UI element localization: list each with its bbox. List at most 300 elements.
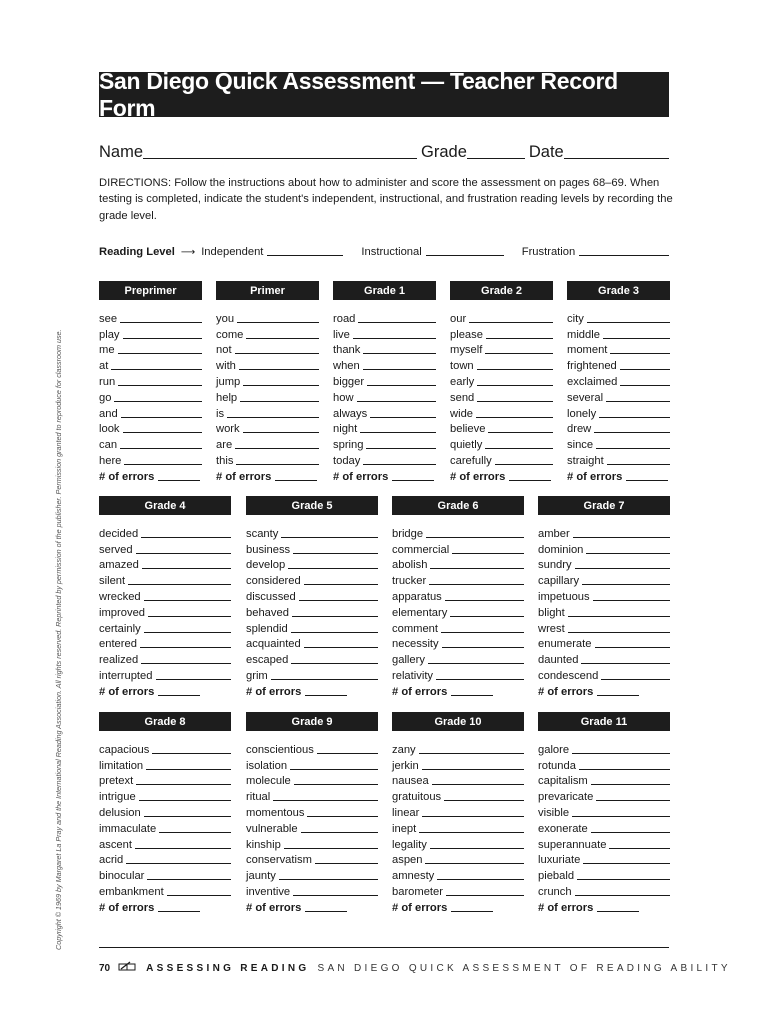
- word-answer-line[interactable]: [599, 408, 670, 418]
- word-answer-line[interactable]: [237, 313, 319, 323]
- grade-header: Grade 6: [392, 496, 524, 515]
- word-answer-line[interactable]: [239, 360, 319, 370]
- word-answer-line[interactable]: [581, 654, 670, 664]
- word-answer-line[interactable]: [315, 854, 378, 864]
- word-label: inept: [392, 822, 417, 835]
- word-answer-line[interactable]: [425, 854, 524, 864]
- word-answer-line[interactable]: [609, 839, 670, 849]
- word-answer-line[interactable]: [419, 744, 524, 754]
- word-row: [538, 803, 670, 819]
- word-answer-line[interactable]: [363, 455, 436, 465]
- word-answer-line[interactable]: [422, 807, 524, 817]
- word-answer-line[interactable]: [118, 344, 202, 354]
- word-label: trucker: [392, 575, 427, 588]
- word-answer-line[interactable]: [123, 329, 202, 339]
- word-answer-line[interactable]: [358, 313, 436, 323]
- word-answer-line[interactable]: [124, 455, 202, 465]
- grade-label: Grade: [421, 143, 467, 161]
- word-label: gratuitous: [392, 791, 442, 804]
- word-row: [450, 372, 553, 388]
- errors-row: [246, 898, 378, 914]
- word-row: [392, 571, 524, 587]
- word-row: [538, 540, 670, 556]
- word-answer-line[interactable]: [146, 760, 231, 770]
- word-answer-line[interactable]: [573, 528, 670, 538]
- grade-list-grade-4: [99, 496, 231, 698]
- frustration-field-line[interactable]: [579, 245, 669, 256]
- word-answer-line[interactable]: [568, 623, 670, 633]
- word-label: wide: [450, 407, 474, 420]
- word-row: [246, 540, 378, 556]
- word-row: [99, 435, 202, 451]
- word-label: look: [99, 423, 120, 436]
- word-answer-line[interactable]: [236, 455, 319, 465]
- grade-list-grade-3: [567, 281, 670, 483]
- errors-field-line[interactable]: [597, 902, 639, 912]
- word-answer-line[interactable]: [301, 823, 378, 833]
- word-answer-line[interactable]: [291, 654, 378, 664]
- word-answer-line[interactable]: [120, 313, 202, 323]
- word-answer-line[interactable]: [620, 376, 670, 386]
- word-answer-line[interactable]: [595, 638, 671, 648]
- word-row: [216, 451, 319, 467]
- word-answer-line[interactable]: [293, 544, 378, 554]
- word-label: intrigue: [99, 791, 136, 804]
- word-label: live: [333, 328, 350, 341]
- errors-label: # of errors: [99, 901, 155, 914]
- word-label: exclaimed: [567, 375, 618, 388]
- word-label: since: [567, 439, 594, 452]
- grade-list-grade-2: [450, 281, 553, 483]
- word-label: galore: [538, 743, 570, 756]
- word-label: escaped: [246, 654, 289, 667]
- word-label: interrupted: [99, 669, 153, 682]
- errors-label: # of errors: [333, 470, 389, 483]
- word-answer-line[interactable]: [572, 807, 670, 817]
- word-answer-line[interactable]: [144, 591, 231, 601]
- word-label: conscientious: [246, 743, 314, 756]
- name-field-line[interactable]: [143, 142, 417, 159]
- word-answer-line[interactable]: [114, 392, 202, 402]
- word-row: [99, 851, 231, 867]
- word-answer-line[interactable]: [583, 854, 670, 864]
- word-label: commercial: [392, 543, 450, 556]
- word-answer-line[interactable]: [144, 623, 231, 633]
- word-row: [246, 787, 378, 803]
- word-label: delusion: [99, 806, 141, 819]
- word-label: city: [567, 312, 584, 325]
- word-answer-line[interactable]: [437, 870, 524, 880]
- instructional-label: Instructional: [361, 246, 422, 258]
- word-label: jerkin: [392, 759, 419, 772]
- word-row: [333, 388, 436, 404]
- word-answer-line[interactable]: [290, 760, 378, 770]
- word-row: [392, 619, 524, 635]
- word-answer-line[interactable]: [596, 439, 670, 449]
- word-answer-line[interactable]: [240, 392, 319, 402]
- word-answer-line[interactable]: [366, 439, 436, 449]
- word-answer-line[interactable]: [142, 559, 231, 569]
- grade-header: Grade 10: [392, 712, 524, 731]
- word-row: [246, 882, 378, 898]
- word-label: embankment: [99, 885, 164, 898]
- word-row: [392, 540, 524, 556]
- word-row: [99, 587, 231, 603]
- word-answer-line[interactable]: [606, 392, 670, 402]
- word-answer-line[interactable]: [292, 607, 378, 617]
- errors-label: # of errors: [450, 470, 506, 483]
- word-label: send: [450, 391, 475, 404]
- word-answer-line[interactable]: [360, 423, 436, 433]
- grade-field-line[interactable]: [467, 142, 525, 159]
- word-answer-line[interactable]: [477, 392, 553, 402]
- word-answer-line[interactable]: [486, 329, 553, 339]
- word-row: [216, 404, 319, 420]
- word-label: jaunty: [246, 870, 276, 883]
- word-label: superannuate: [538, 838, 607, 851]
- word-answer-line[interactable]: [243, 376, 319, 386]
- word-answer-line[interactable]: [227, 408, 319, 418]
- word-label: vulnerable: [246, 822, 298, 835]
- errors-field-line[interactable]: [509, 471, 551, 481]
- errors-field-line[interactable]: [626, 471, 668, 481]
- word-answer-line[interactable]: [572, 744, 670, 754]
- word-label: is: [216, 407, 225, 420]
- errors-row: [450, 467, 553, 483]
- word-row: [99, 866, 231, 882]
- word-answer-line[interactable]: [485, 439, 553, 449]
- word-label: acrid: [99, 854, 124, 867]
- word-answer-line[interactable]: [140, 638, 231, 648]
- word-row: [538, 772, 670, 788]
- word-answer-line[interactable]: [363, 344, 436, 354]
- word-label: linear: [392, 806, 420, 819]
- word-answer-line[interactable]: [147, 870, 231, 880]
- word-label: wrest: [538, 622, 565, 635]
- word-answer-line[interactable]: [601, 670, 670, 680]
- word-answer-line[interactable]: [428, 654, 524, 664]
- word-row: [99, 772, 231, 788]
- word-label: enumerate: [538, 638, 592, 651]
- word-row: [450, 356, 553, 372]
- word-row: [99, 388, 202, 404]
- errors-label: # of errors: [246, 901, 302, 914]
- word-answer-line[interactable]: [307, 807, 378, 817]
- word-label: always: [333, 407, 368, 420]
- word-row: [246, 819, 378, 835]
- word-row: [450, 325, 553, 341]
- word-row: [538, 619, 670, 635]
- word-answer-line[interactable]: [620, 360, 670, 370]
- word-answer-line[interactable]: [429, 575, 524, 585]
- grade-list-grade-11: [538, 712, 670, 914]
- word-row: [538, 756, 670, 772]
- word-answer-line[interactable]: [243, 423, 319, 433]
- word-label: myself: [450, 344, 483, 357]
- word-answer-line[interactable]: [111, 360, 202, 370]
- word-answer-line[interactable]: [246, 329, 319, 339]
- errors-field-line[interactable]: [158, 902, 200, 912]
- word-answer-line[interactable]: [284, 839, 378, 849]
- word-row: [538, 650, 670, 666]
- word-row: [392, 587, 524, 603]
- word-row: [99, 819, 231, 835]
- errors-field-line[interactable]: [305, 902, 347, 912]
- word-answer-line[interactable]: [167, 886, 231, 896]
- word-row: [450, 435, 553, 451]
- word-answer-line[interactable]: [450, 607, 524, 617]
- word-answer-line[interactable]: [136, 775, 231, 785]
- errors-row: [538, 898, 670, 914]
- word-answer-line[interactable]: [575, 886, 670, 896]
- word-label: amber: [538, 527, 570, 540]
- word-row: [246, 772, 378, 788]
- word-answer-line[interactable]: [610, 344, 670, 354]
- word-answer-line[interactable]: [121, 408, 202, 418]
- word-answer-line[interactable]: [304, 638, 378, 648]
- word-answer-line[interactable]: [144, 807, 231, 817]
- word-answer-line[interactable]: [126, 854, 231, 864]
- word-answer-line[interactable]: [156, 670, 232, 680]
- word-answer-line[interactable]: [422, 760, 524, 770]
- errors-row: [333, 467, 436, 483]
- word-answer-line[interactable]: [141, 528, 231, 538]
- word-label: capacious: [99, 743, 150, 756]
- word-answer-line[interactable]: [159, 823, 231, 833]
- word-answer-line[interactable]: [568, 607, 670, 617]
- word-row: [246, 650, 378, 666]
- errors-field-line[interactable]: [158, 471, 200, 481]
- word-answer-line[interactable]: [430, 559, 524, 569]
- word-answer-line[interactable]: [152, 744, 231, 754]
- word-answer-line[interactable]: [370, 408, 436, 418]
- word-answer-line[interactable]: [582, 575, 670, 585]
- word-answer-line[interactable]: [118, 376, 202, 386]
- word-label: bridge: [392, 527, 424, 540]
- word-answer-line[interactable]: [293, 886, 378, 896]
- grade-header: Preprimer: [99, 281, 202, 300]
- word-answer-line[interactable]: [603, 329, 670, 339]
- word-answer-line[interactable]: [577, 870, 670, 880]
- word-answer-line[interactable]: [367, 376, 436, 386]
- word-answer-line[interactable]: [148, 607, 231, 617]
- word-answer-line[interactable]: [279, 870, 378, 880]
- word-label: served: [99, 543, 133, 556]
- word-row: [99, 666, 231, 682]
- grade-header: Grade 4: [99, 496, 231, 515]
- word-row: [392, 882, 524, 898]
- word-answer-line[interactable]: [596, 791, 670, 801]
- errors-label: # of errors: [216, 470, 272, 483]
- word-label: our: [450, 312, 467, 325]
- word-label: acquainted: [246, 638, 301, 651]
- word-answer-line[interactable]: [299, 591, 378, 601]
- word-label: several: [567, 391, 604, 404]
- word-row: [246, 666, 378, 682]
- word-answer-line[interactable]: [607, 455, 670, 465]
- word-answer-line[interactable]: [419, 823, 524, 833]
- word-answer-line[interactable]: [452, 544, 524, 554]
- word-label: develop: [246, 559, 286, 572]
- word-label: entered: [99, 638, 137, 651]
- grade-header: Grade 11: [538, 712, 670, 731]
- word-answer-line[interactable]: [363, 360, 436, 370]
- errors-field-line[interactable]: [158, 686, 200, 696]
- word-row: [246, 803, 378, 819]
- grade-header: Grade 9: [246, 712, 378, 731]
- word-label: aspen: [392, 854, 423, 867]
- word-label: elementary: [392, 606, 448, 619]
- word-answer-line[interactable]: [135, 839, 231, 849]
- word-row: [538, 556, 670, 572]
- word-answer-line[interactable]: [139, 791, 231, 801]
- word-row: [333, 356, 436, 372]
- word-answer-line[interactable]: [141, 654, 231, 664]
- word-label: at: [99, 360, 109, 373]
- word-answer-line[interactable]: [586, 544, 670, 554]
- word-row: [567, 420, 670, 436]
- word-row: [99, 571, 231, 587]
- word-row: [99, 356, 202, 372]
- word-answer-line[interactable]: [488, 423, 553, 433]
- word-answer-line[interactable]: [294, 775, 378, 785]
- word-answer-line[interactable]: [591, 775, 670, 785]
- book-pencil-icon: [118, 961, 136, 975]
- word-row: [333, 309, 436, 325]
- word-row: [99, 882, 231, 898]
- word-answer-line[interactable]: [317, 744, 378, 754]
- word-row: [450, 451, 553, 467]
- word-label: me: [99, 344, 115, 357]
- word-row: [246, 556, 378, 572]
- errors-field-line[interactable]: [451, 686, 493, 696]
- word-label: splendid: [246, 622, 288, 635]
- word-row: [216, 356, 319, 372]
- word-row: [99, 603, 231, 619]
- word-answer-line[interactable]: [587, 313, 670, 323]
- word-answer-line[interactable]: [426, 528, 524, 538]
- word-label: luxuriate: [538, 854, 581, 867]
- word-answer-line[interactable]: [593, 591, 670, 601]
- word-answer-line[interactable]: [485, 344, 553, 354]
- word-label: middle: [567, 328, 600, 341]
- word-label: with: [216, 360, 236, 373]
- word-row: [99, 309, 202, 325]
- word-answer-line[interactable]: [353, 329, 436, 339]
- word-label: amazed: [99, 559, 139, 572]
- instructional-field-line[interactable]: [426, 245, 504, 256]
- word-row: [216, 388, 319, 404]
- word-answer-line[interactable]: [432, 775, 524, 785]
- grade-header: Grade 2: [450, 281, 553, 300]
- word-answer-line[interactable]: [436, 670, 524, 680]
- errors-row: [538, 682, 670, 698]
- word-answer-line[interactable]: [495, 455, 553, 465]
- word-answer-line[interactable]: [235, 439, 319, 449]
- word-label: conservatism: [246, 854, 312, 867]
- word-answer-line[interactable]: [477, 376, 553, 386]
- word-answer-line[interactable]: [357, 392, 436, 402]
- word-row: [450, 420, 553, 436]
- grade-list-grade-8: [99, 712, 231, 914]
- word-row: [246, 835, 378, 851]
- word-label: behaved: [246, 606, 289, 619]
- word-row: [216, 341, 319, 357]
- word-answer-line[interactable]: [271, 670, 378, 680]
- word-label: believe: [450, 423, 486, 436]
- word-answer-line[interactable]: [273, 791, 378, 801]
- date-field-line[interactable]: [564, 142, 669, 159]
- word-answer-line[interactable]: [477, 360, 553, 370]
- errors-field-line[interactable]: [275, 471, 317, 481]
- word-answer-line[interactable]: [288, 559, 378, 569]
- word-answer-line[interactable]: [123, 423, 202, 433]
- errors-field-line[interactable]: [451, 902, 493, 912]
- word-row: [538, 666, 670, 682]
- word-label: today: [333, 454, 361, 467]
- word-label: play: [99, 328, 120, 341]
- word-row: [567, 388, 670, 404]
- errors-field-line[interactable]: [597, 686, 639, 696]
- word-label: see: [99, 312, 118, 325]
- copyright-notice: Copyright © 1969 by Margaret La Pray and the International Reading Association. All rights reserved. Reprinted by permission of the publisher. Permission granted to reproduce for classroom use.: [54, 329, 63, 950]
- word-label: necessity: [392, 638, 439, 651]
- word-answer-line[interactable]: [476, 408, 553, 418]
- word-label: ascent: [99, 838, 132, 851]
- word-row: [538, 835, 670, 851]
- word-row: [567, 372, 670, 388]
- word-label: when: [333, 360, 360, 373]
- word-answer-line[interactable]: [441, 623, 524, 633]
- word-answer-line[interactable]: [445, 591, 524, 601]
- word-answer-line[interactable]: [120, 439, 202, 449]
- word-row: [538, 882, 670, 898]
- word-answer-line[interactable]: [469, 313, 553, 323]
- word-answer-line[interactable]: [291, 623, 378, 633]
- word-row: [392, 556, 524, 572]
- word-answer-line[interactable]: [442, 638, 524, 648]
- word-label: are: [216, 439, 233, 452]
- errors-field-line[interactable]: [392, 471, 434, 481]
- word-answer-line[interactable]: [446, 886, 524, 896]
- word-answer-line[interactable]: [594, 423, 670, 433]
- word-answer-line[interactable]: [430, 839, 524, 849]
- word-answer-line[interactable]: [281, 528, 378, 538]
- errors-row: [392, 682, 524, 698]
- word-answer-line[interactable]: [235, 344, 319, 354]
- word-row: [99, 341, 202, 357]
- right-arrow-icon: ⟶: [180, 247, 196, 258]
- word-label: molecule: [246, 775, 291, 788]
- word-label: sundry: [538, 559, 572, 572]
- word-row: [392, 803, 524, 819]
- word-answer-line[interactable]: [444, 791, 524, 801]
- word-answer-line[interactable]: [591, 823, 670, 833]
- word-answer-line[interactable]: [136, 544, 231, 554]
- word-label: go: [99, 391, 112, 404]
- errors-field-line[interactable]: [305, 686, 347, 696]
- word-answer-line[interactable]: [128, 575, 231, 585]
- word-answer-line[interactable]: [579, 760, 670, 770]
- word-row: [99, 619, 231, 635]
- word-answer-line[interactable]: [575, 559, 670, 569]
- word-answer-line[interactable]: [304, 575, 378, 585]
- word-row: [216, 372, 319, 388]
- independent-field-line[interactable]: [267, 245, 343, 256]
- word-label: run: [99, 375, 116, 388]
- word-label: this: [216, 454, 234, 467]
- name-label: Name: [99, 143, 144, 161]
